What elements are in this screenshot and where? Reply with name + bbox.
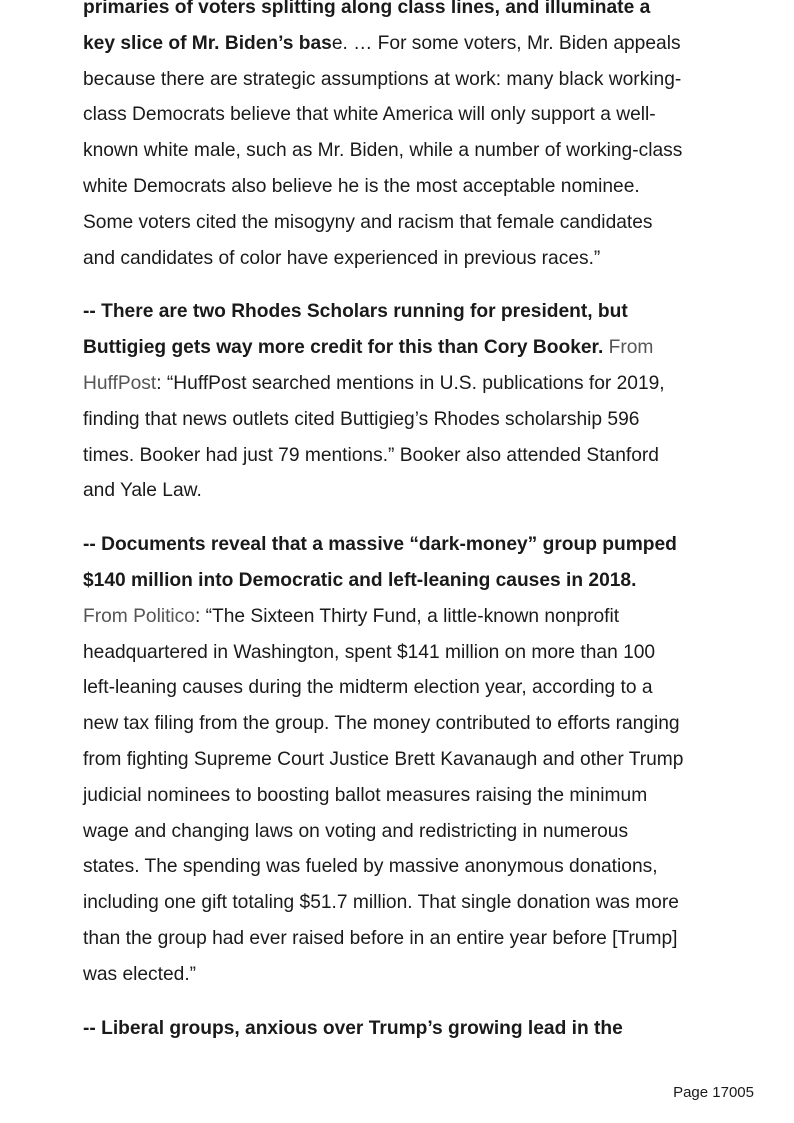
text-line (83, 635, 733, 671)
text-line (83, 814, 733, 850)
source-link[interactable]: HuffPost (83, 372, 157, 394)
paragraph (83, 0, 733, 276)
text-line (83, 527, 733, 563)
text-segment: times. Booker had just 79 mentions.” Booker also attended Stanford (83, 444, 659, 466)
text-line (83, 97, 733, 133)
text-line (83, 563, 733, 599)
text-segment: headquartered in Washington, spent $141 million on more than 100 (83, 641, 656, 663)
paragraph (83, 527, 733, 992)
text-line (83, 1011, 733, 1047)
text-line (83, 133, 733, 169)
text-line (83, 921, 733, 957)
text-line (83, 169, 733, 205)
text-segment: including one gift totaling $51.7 million. That single donation was more (83, 892, 679, 914)
text-segment: white Democrats also believe he is the most acceptable nominee. (83, 175, 640, 197)
text-line (83, 670, 733, 706)
text-line (83, 241, 733, 277)
text-segment: new tax filing from the group. The money contributed to efforts ranging (83, 713, 680, 735)
text-line (83, 366, 733, 402)
text-line (83, 330, 733, 366)
bold-text: -- There are two Rhodes Scholars running for president, but (83, 301, 628, 323)
text-line (83, 473, 733, 509)
text-line (83, 62, 733, 98)
text-segment: : “The Sixteen Thirty Fund, a little-known nonprofit (194, 605, 620, 627)
text-line (83, 26, 733, 62)
document-body (83, 0, 733, 1046)
bold-text: primaries of voters splitting along class lines, and illuminate a (83, 0, 651, 18)
text-segment: was elected.” (83, 963, 197, 985)
text-segment: known white male, such as Mr. Biden, while a number of working-class (83, 140, 683, 162)
text-segment: e. … For some voters, Mr. Biden appeals (331, 32, 681, 54)
text-segment: from fighting Supreme Court Justice Brett Kavanaugh and other Trump (83, 748, 684, 770)
bold-text: -- Documents reveal that a massive “dark-money” group pumped (83, 534, 677, 556)
text-segment: and candidates of color have experienced in previous races.” (83, 247, 601, 269)
bold-text: Buttigieg gets way more credit for this than Cory Booker. (83, 337, 604, 359)
text-segment: and Yale Law. (83, 480, 202, 502)
text-segment: left-leaning causes during the midterm election year, according to a (83, 677, 653, 699)
text-line (83, 778, 733, 814)
text-line (83, 599, 733, 635)
text-line (83, 205, 733, 241)
text-line (83, 885, 733, 921)
page-number: Page 17005 (673, 1084, 754, 1101)
text-segment: class Democrats believe that white America will only support a well- (83, 104, 656, 126)
text-segment: finding that news outlets cited Buttigieg’s Rhodes scholarship 596 (83, 408, 640, 430)
text-line (83, 957, 733, 993)
bold-text: key slice of Mr. Biden’s bas (83, 32, 332, 54)
text-segment: than the group had ever raised before in an entire year before [Trump] (83, 927, 678, 949)
source-link[interactable]: From (608, 337, 654, 359)
text-segment: : “HuffPost searched mentions in U.S. publications for 2019, (156, 372, 665, 394)
text-segment: because there are strategic assumptions at work: many black working- (83, 68, 682, 90)
text-line (83, 402, 733, 438)
bold-text: $140 million into Democratic and left-leaning causes in 2018. (83, 569, 637, 591)
text-line (83, 0, 733, 26)
paragraph (83, 294, 733, 509)
text-line (83, 849, 733, 885)
text-segment: judicial nominees to boosting ballot measures raising the minimum (83, 784, 648, 806)
article-text (83, 0, 733, 1046)
source-link[interactable]: From Politico (83, 605, 195, 627)
text-line (83, 294, 733, 330)
text-line (83, 706, 733, 742)
text-segment: wage and changing laws on voting and redistricting in numerous (83, 820, 629, 842)
paragraph (83, 1011, 733, 1047)
text-line (83, 438, 733, 474)
text-segment: Some voters cited the misogyny and racism that female candidates (83, 211, 653, 233)
text-segment: states. The spending was fueled by massive anonymous donations, (83, 856, 658, 878)
text-line (83, 742, 733, 778)
bold-text: -- Liberal groups, anxious over Trump’s growing lead in the (83, 1017, 623, 1039)
